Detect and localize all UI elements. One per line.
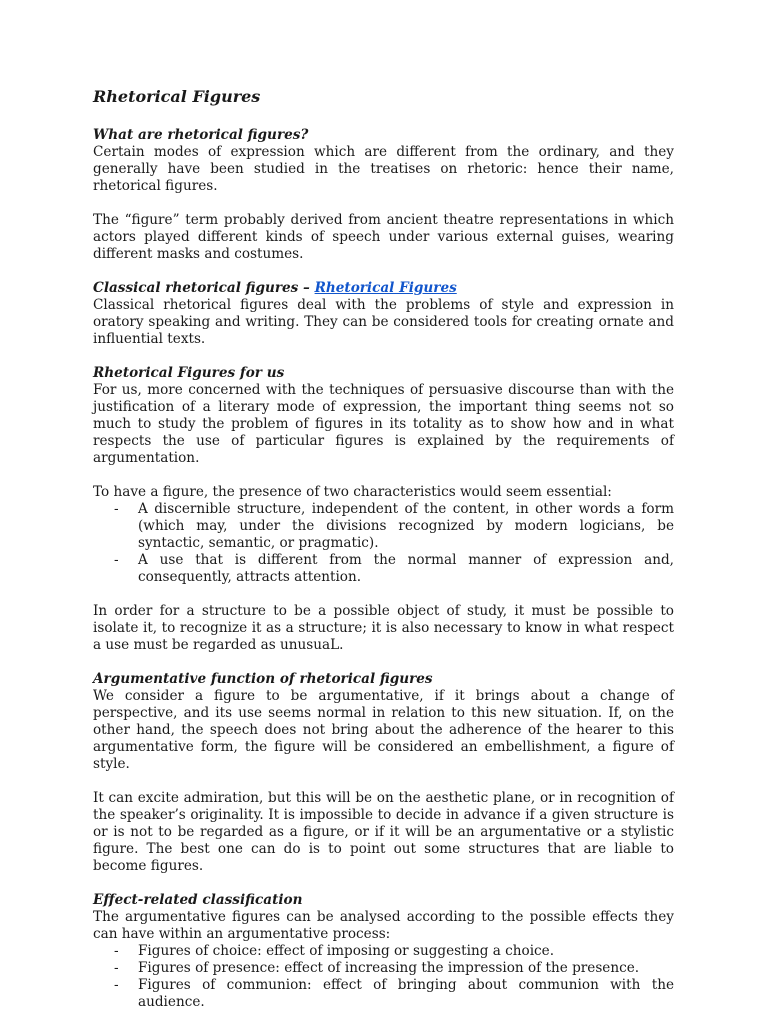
section-heading-what: What are rhetorical figures? [93,127,309,143]
section-heading-effect: Effect-related classification [93,892,303,908]
list-item: - Figures of communion: effect of bringing about communion with the audience. [138,977,674,1011]
paragraph: To have a figure, the presence of two characteristics would seem essential: [93,484,612,500]
paragraph: Classical rhetorical figures deal with the problems of style and expression in oratory speaking and writing. They can be considered tools for creating ornate and influential texts. [93,297,674,347]
rhetorical-figures-link[interactable]: Rhetorical Figures [314,280,457,296]
section-heading-for-us: Rhetorical Figures for us [93,365,285,381]
list-item: - Figures of choice: effect of imposing or suggesting a choice. [138,943,674,960]
section-heading-classical [93,280,674,297]
list-item: - A discernible structure, independent of the content, in other words a form (which may, under the divisions recognized by modern logicians, be syntactic, semantic, or pragmatic). [138,501,674,552]
paragraph: For us, more concerned with the techniques of persuasive discourse than with the justification of a literary mode of expression, the important thing seems not so much to study the problem of figures in its totality as to show how and in what respects the use of particular figures is explained by the requirements of argumentation. [93,382,674,466]
paragraph: The “figure” term probably derived from ancient theatre representations in which actors played different kinds of speech under various external guises, wearing different masks and costumes. [93,212,674,262]
paragraph: Certain modes of expression which are different from the ordinary, and they generally have been studied in the treatises on rhetoric: hence their name, rhetorical figures. [93,144,674,194]
list-item: - Figures of presence: effect of increasing the impression of the presence. [138,960,674,977]
list-item: - A use that is different from the normal manner of expression and, consequently, attracts attention. [138,552,674,586]
section-heading-argumentative: Argumentative function of rhetorical figures [93,671,433,687]
document-title: Rhetorical Figures [93,87,261,106]
characteristics-list [93,501,674,586]
effects-list [93,943,674,1011]
paragraph: The argumentative figures can be analysed according to the possible effects they can have within an argumentative process: [93,909,674,942]
paragraph: We consider a figure to be argumentative, if it brings about a change of perspective, and its use seems normal in relation to this new situation. If, on the other hand, the speech does not bring about the adherence of the hearer to this argumentative form, the figure will be considered an embellishment, a figure of style. [93,688,674,772]
paragraph: It can excite admiration, but this will be on the aesthetic plane, or in recognition of the speaker’s originality. It is impossible to decide in advance if a given structure is or is not to be regarded as a figure, or if it will be an argumentative or a stylistic figure. The best one can do is to point out some structures that are liable to become figures. [93,790,674,874]
paragraph: In order for a structure to be a possible object of study, it must be possible to isolate it, to recognize it as a structure; it is also necessary to know in what respect a use must be regarded as unusuaL. [93,603,674,653]
section-heading-text: Classical rhetorical figures – [93,280,315,296]
